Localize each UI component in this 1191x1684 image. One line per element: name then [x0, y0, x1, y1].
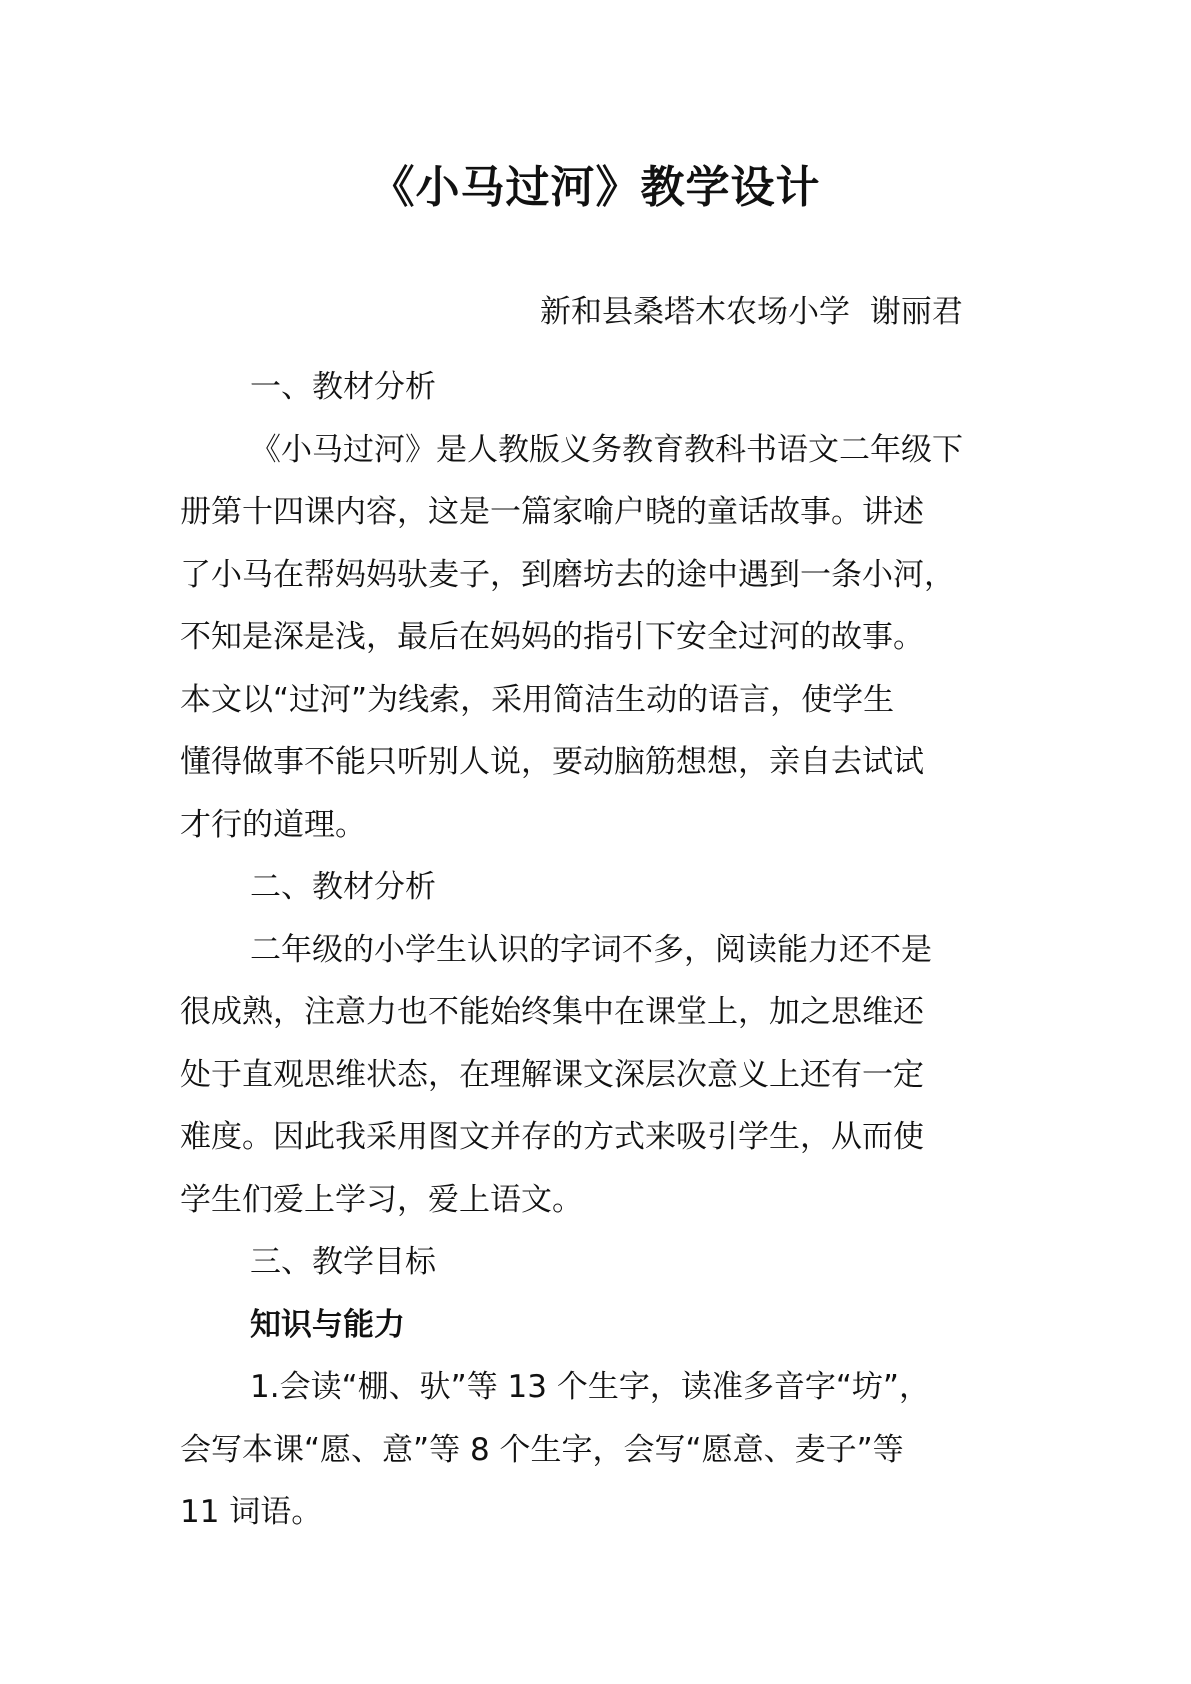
text-line: 一、教材分析 [250, 369, 436, 405]
text-line: 二、教材分析 [250, 869, 436, 905]
text-line: 本文以“过河”为线索，采用简洁生动的语言，使学生 [180, 681, 895, 718]
text-line: 懂得做事不能只听别人说，要动脑筋想想，亲自去试试 [180, 744, 924, 780]
document-body [180, 356, 1050, 1544]
text-line: 难度。因此我采用图文并存的方式来吸引学生，从而使 [180, 1119, 924, 1155]
text-line: 学生们爱上学习，爱上语文。 [180, 1181, 583, 1218]
text-line: 三、教学目标 [250, 1244, 436, 1280]
document-title: 《小马过河》教学设计 [370, 162, 821, 213]
text-line: 很成熟，注意力也不能始终集中在课堂上，加之思维还 [180, 994, 924, 1030]
text-line: 不知是深是浅，最后在妈妈的指引下安全过河的故事。 [180, 619, 924, 655]
author-line: 新和县桑塔木农场小学 谢丽君 [540, 294, 963, 330]
text-line: 会写本课“愿、意”等 8 个生字，会写“愿意、麦子”等 [180, 1431, 904, 1468]
text-line: 处于直观思维状态，在理解课文深层次意义上还有一定 [180, 1056, 924, 1093]
text-line: 《小马过河》是人教版义务教育教科书语文二年级下 [250, 431, 963, 468]
text-line: 册第十四课内容，这是一篇家喻户晓的童话故事。讲述 [180, 494, 924, 530]
text-line: 才行的道理。 [180, 806, 366, 843]
text-line: 了小马在帮妈妈驮麦子，到磨坊去的途中遇到一条小河， [180, 556, 955, 593]
text-line: 11 词语。 [180, 1494, 323, 1530]
text-line: 1.会读“棚、驮”等 13 个生字，读准多音字“坊”， [250, 1369, 930, 1405]
section-subheading: 知识与能力 [250, 1306, 405, 1343]
text-line: 二年级的小学生认识的字词不多，阅读能力还不是 [250, 931, 932, 968]
